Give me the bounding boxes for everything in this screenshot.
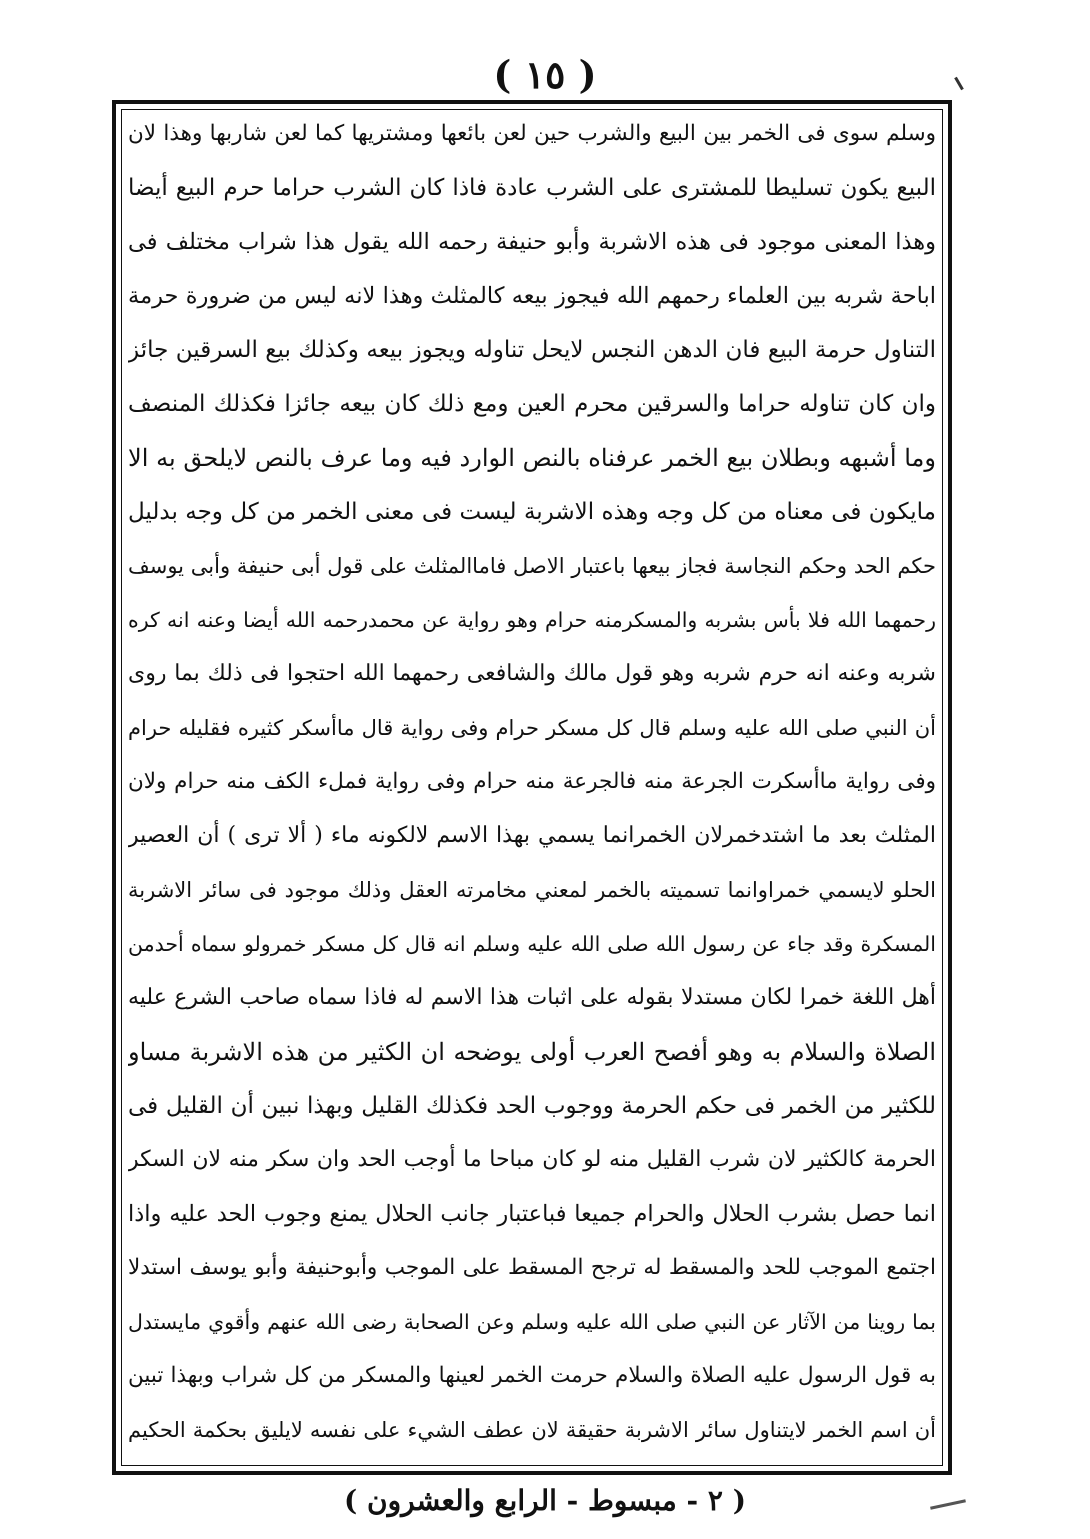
- text-line: الحلو لايسمي خمراوانما تسميته بالخمر لمعني مخامرته العقل وذلك موجود فى سائر الاشربة: [128, 878, 936, 902]
- text-line: به قول الرسول عليه الصلاة والسلام حرمت الخمر لعينها والمسكر من كل شراب وبهذا تبين: [128, 1363, 936, 1388]
- text-line: اباحة شربه بين العلماء رحمهم الله فيجوز بيعه كالمثلث وهذا لانه ليس من ضرورة حرمة: [128, 283, 936, 309]
- text-line: وسلم سوى فى الخمر بين البيع والشرب حين لعن بائعها ومشتريها كما لعن شاربها وهذا لان: [128, 121, 936, 146]
- text-line: مايكون فى معناه من كل وجه وهذه الاشربة ليست فى معنى الخمر من كل وجه بدليل: [128, 499, 936, 525]
- page-footer: ( ٢ - مبسوط - الرابع والعشرون ): [344, 1484, 746, 1517]
- text-block: [128, 108, 936, 1470]
- text-line: حكم الحد وحكم النجاسة فجاز بيعها باعتبار الاصل فاماالمثلث على قول أبى حنيفة وأبى يوسف: [128, 554, 936, 578]
- text-line: رحمهما الله فلا بأس بشربه والمسكرمنه حرام وهو رواية عن محمدرحمه الله أيضا وعنه انه كره: [128, 608, 936, 632]
- text-line: وفى رواية ماأسكرت الجرعة منه فالجرعة منه حرام وفى رواية فمل‌ء الكف منه حرام ولان: [128, 769, 936, 794]
- text-line: البيع يكون تسليطا للمشترى على الشرب عادة فاذا كان الشرب حراما حرم البيع أيضا: [128, 175, 936, 201]
- text-line: أن اسم الخمر لايتناول سائر الاشربة حقيقة لان عطف الشيء على نفسه لايليق بحكمة الحكيم: [128, 1418, 936, 1442]
- text-line: اجتمع الموجب للحد والمسقط له ترجح المسقط على الموجب وأبوحنيفة وأبو يوسف استدلا: [128, 1255, 936, 1280]
- text-line: وهذا المعنى موجود فى هذه الاشربة وأبو حنيفة رحمه الله يقول هذا شراب مختلف فى: [128, 229, 936, 255]
- text-line: وما أشبهه وبطلان بيع الخمر عرفناه بالنص الوارد فيه وما عرف بالنص لايلحق به الا: [128, 444, 936, 472]
- page-number: ( ١٥ ): [493, 52, 597, 97]
- text-line: بما روينا من الآثار عن النبي صلى الله عليه وسلم وعن الصحابة رضى الله عنهم وأقوي مايستدل: [128, 1310, 936, 1334]
- text-line: شربه وعنه انه حرم شربه وهو قول مالك والشافعى رحمهما الله احتجوا فى ذلك بما روى: [128, 661, 936, 686]
- text-line: للكثير من الخمر فى حكم الحرمة ووجوب الحد فكذلك القليل وبهذا نبين أن القليل فى: [128, 1093, 936, 1119]
- text-line: انما حصل بشرب الحلال والحرام جميعا فباعتبار جانب الحلال يمنع وجوب الحد عليه واذا: [128, 1201, 936, 1227]
- text-line: المثلث بعد ما اشتدخمرلان الخمرانما يسمي بهذا الاسم لالكونه ماء ( ألا ترى ) أن العصير: [128, 823, 936, 848]
- text-line: أهل اللغة خمرا لكان مستدلا بقوله على اثبات هذا الاسم له فاذا سماه صاحب الشرع عليه: [128, 985, 936, 1010]
- text-line: وان كان تناوله حراما والسرقين محرم العين ومع ذلك كان بيعه جائزا فكذلك المنصف: [128, 391, 936, 417]
- text-line: أن النبي صلى الله عليه وسلم قال كل مسكر حرام وفى رواية قال ماأسكر كثيره فقليله حرام: [128, 716, 936, 740]
- text-line: المسكرة وقد جاء عن رسول الله صلى الله عليه وسلم انه قال كل مسكر خمرولو سماه أحدمن: [128, 932, 936, 956]
- text-line: الحرمة كالكثير لان شرب القليل منه لو كان مباحا ما أوجب الحد وان سكر منه لان السكر: [128, 1147, 936, 1172]
- text-line: الصلاة والسلام به وهو أفصح العرب أولى يوضحه ان الكثير من هذه الاشربة مساو: [128, 1038, 936, 1066]
- text-line: التناول حرمة البيع فان الدهن النجس لايحل تناوله ويجوز بيعه وكذلك بيع السرقين جائز: [128, 337, 936, 363]
